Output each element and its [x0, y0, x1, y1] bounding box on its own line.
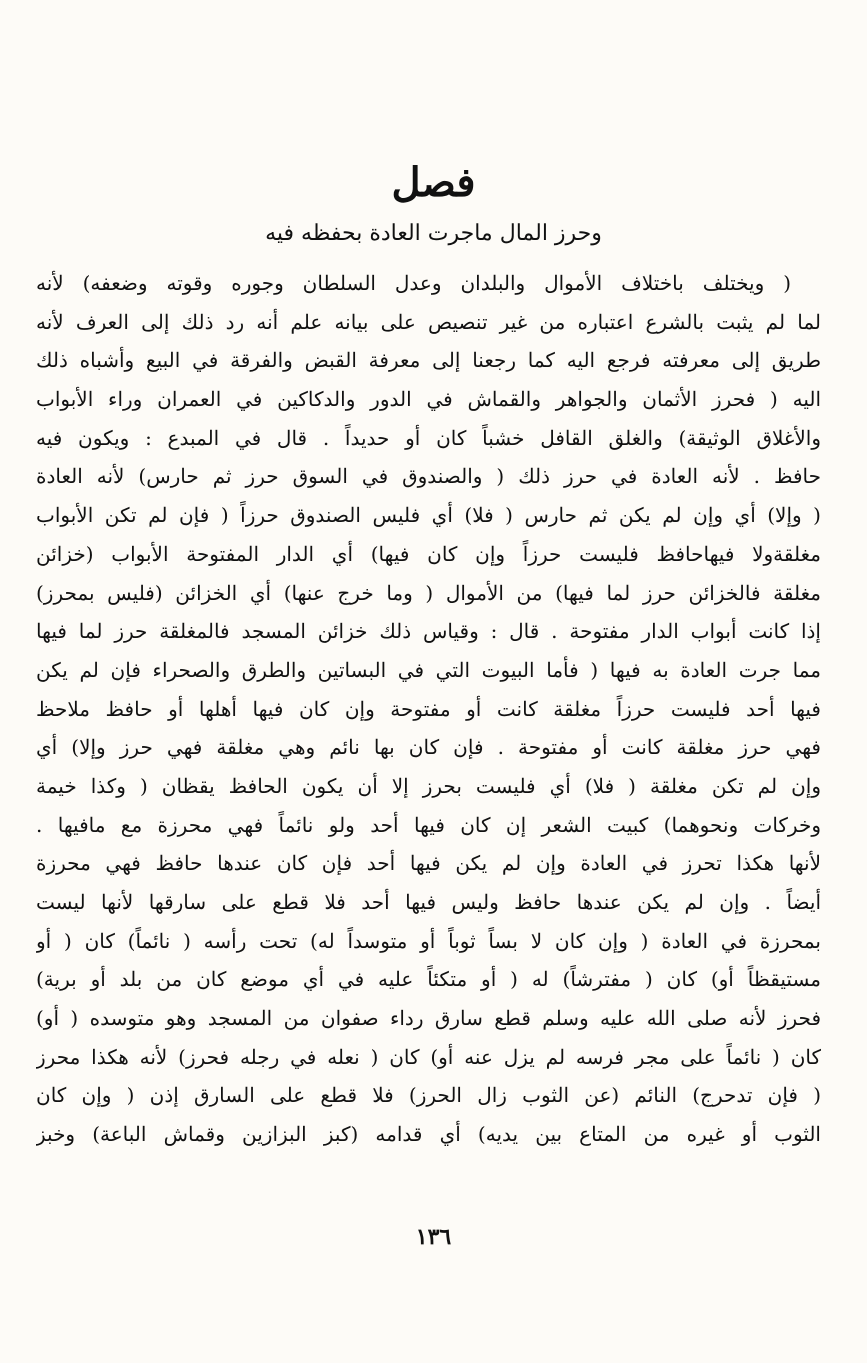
text-line: مما جرت العادة به فيها ( فأما البيوت التي في البساتين والطرق والصحراء فإن لم يكن: [36, 657, 821, 682]
text-line: لأنها هكذا تحرز في العادة وإن لم يكن فيها أحد فإن كان عندها حافظ فهي محرزة: [36, 851, 821, 876]
text-line: اليه ( فحرز الأثمان والجواهر والقماش في الدور والدكاكين في العمران وراء الأبواب: [36, 387, 821, 412]
text-line: ( وإلا) أي وإن لم يكن ثم حارس ( فلا) أي فليس الصندوق حرزاً ( فإن لم تكن الأبواب: [36, 503, 821, 528]
text-line: أيضاً . وإن لم يكن عندها حافظ وليس فيها أحد فلا قطع على سارقها لأنها ليست: [36, 890, 821, 914]
page-number: ١٣٦: [415, 1224, 452, 1250]
text-line: الثوب أو غيره من المتاع بين يديه) أي قدامه (كبز البزازين وقماش الباعة) وخبز: [36, 1122, 821, 1147]
body-text: [36, 264, 821, 1154]
section-heading: فصل: [391, 159, 476, 206]
text-line: فهي حرز مغلقة كانت أو مفتوحة . فإن كان بها نائم وهي مغلقة فهي حرز وإلا) أي: [36, 735, 821, 760]
text-line: وخركات ونحوهما) كبيت الشعر إن كان فيها أحد ولو نائماً فهي محرزة مع مافيها .: [36, 812, 821, 837]
section-subheading: وحرز المال ماجرت العادة بحفظه فيه: [265, 221, 602, 246]
text-line: مغلقةولا فيهاحافظ فليست حرزاً وإن كان فيها) أي الدار المفتوحة الأبواب (خزائن: [36, 541, 821, 566]
text-line: مغلقة فالخزائن حرز لما فيها) من الأموال ( وما خرج عنها) أي الخزائن (فليس بمحرز): [36, 580, 821, 605]
text-line: كان ( نائماً على مجر فرسه لم يزل عنه أو) كان ( نعله في رجله فحرز) لأنه هكذا محرز: [36, 1044, 821, 1069]
text-line: بمحرزة في العادة ( وإن كان لا بساً ثوباً أو متوسداً له) تحت رأسه ( نائماً) كان ( أو: [36, 928, 821, 953]
text-line: ( ويختلف باختلاف الأموال والبلدان وعدل السلطان وجوره وقوته وضعفه) لأنه: [36, 271, 791, 295]
text-line: لما لم يثبت بالشرع اعتباره من غير تنصيص على بيانه علم أنه رد ذلك إلى العرف لأنه: [36, 309, 821, 334]
text-line: والأغلاق الوثيقة) والغلق القافل خشباً كان أو حديداً . قال في المبدع : ويكون فيه: [36, 425, 821, 450]
text-line: ( فإن تدحرج) النائم (عن الثوب زال الحرز) فلا قطع على السارق إذن ( وإن كان: [36, 1083, 821, 1108]
text-line: مستيقظاً أو) كان ( مفترشاً) له ( أو متكئاً عليه في أي موضع كان من بلد أو برية): [36, 967, 821, 992]
text-line: حافظ . لأنه العادة في حرز ذلك ( والصندوق في السوق حرز ثم حارس) لأنه العادة: [36, 464, 821, 489]
text-line: فحرز لأنه صلى الله عليه وسلم قطع سارق رداء صفوان من المسجد وهو متوسده ( أو): [36, 1006, 821, 1031]
text-line: فيها أحد فليست حرزاً مغلقة كانت أو مفتوحة وإن كان فيها أهلها أو حافظ ملاحظ: [36, 696, 821, 721]
text-line: طريق إلى معرفته فرجع اليه كما رجعنا إلى معرفة القبض والفرقة في البيع وأشباه ذلك: [36, 348, 821, 373]
text-line: وإن لم تكن مغلقة ( فلا) أي فليست بحرز إلا أن يكون الحافظ يقظان ( وكذا خيمة: [36, 773, 821, 798]
text-line: إذا كانت أبواب الدار مفتوحة . قال : وقياس ذلك خزائن المسجد فالمغلقة حرز لما فيها: [36, 619, 821, 644]
